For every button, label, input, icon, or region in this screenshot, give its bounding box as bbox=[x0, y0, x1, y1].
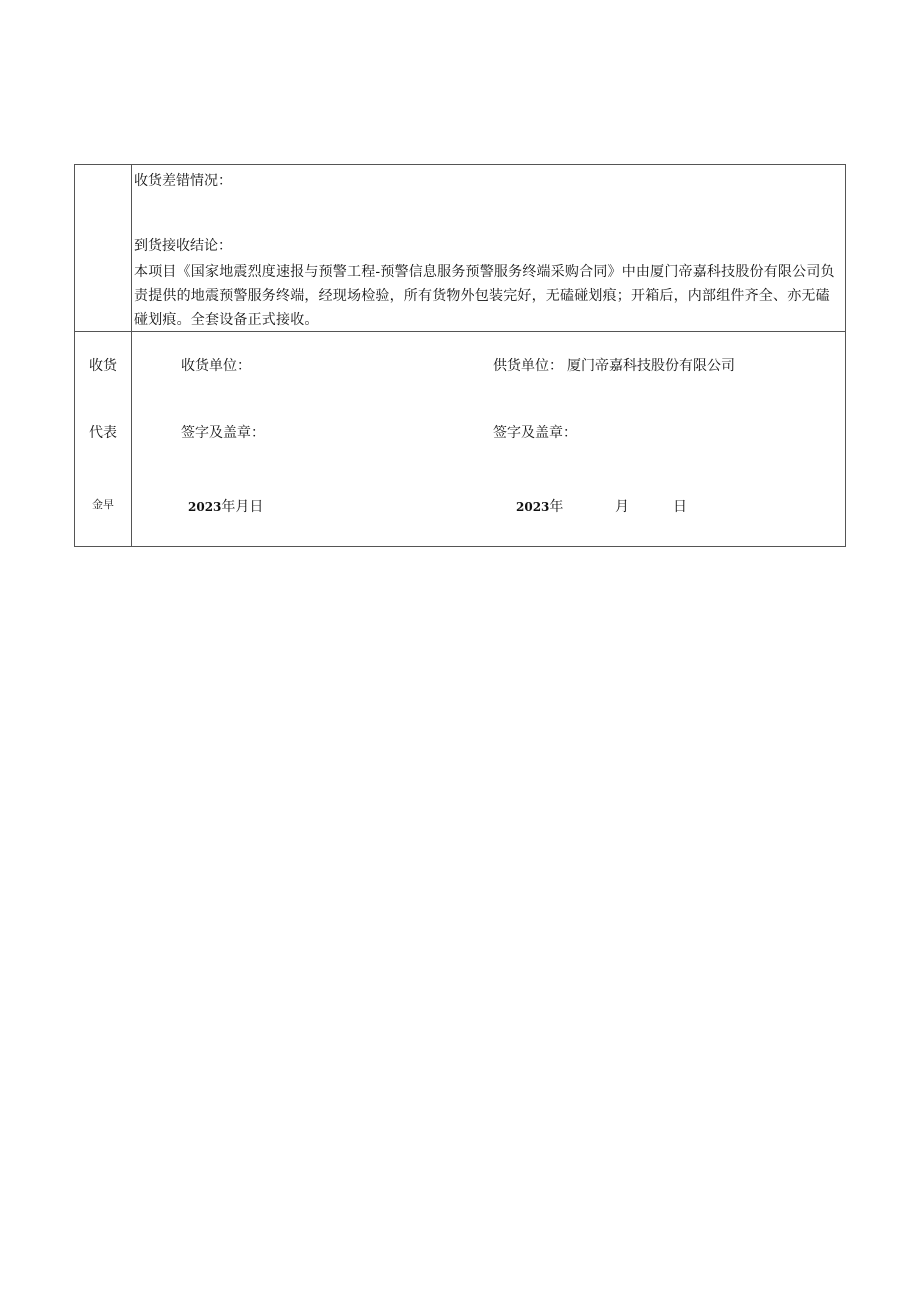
supplier-date-day: 日 bbox=[673, 499, 687, 515]
supplier-date-year: 2023 bbox=[516, 500, 550, 514]
receiver-sign-label: 签字及盖章： bbox=[181, 425, 265, 441]
supplier-date-month: 月 bbox=[615, 499, 629, 515]
conclusion-label: 到货接收结论： bbox=[134, 238, 232, 254]
receiver-date bbox=[188, 497, 263, 517]
receiver-date-rest: 年月日 bbox=[221, 499, 264, 515]
supplier-date-year-group bbox=[516, 497, 563, 517]
receiver-date-year: 2023 bbox=[188, 500, 222, 514]
side-label-sign: 金早 bbox=[92, 498, 114, 511]
discrepancy-label: 收货差错情况： bbox=[134, 173, 232, 189]
side-label-representative: 代表 bbox=[89, 425, 117, 441]
inspection-row bbox=[75, 165, 845, 332]
signature-row bbox=[75, 332, 845, 546]
supplier-unit-name: 厦门帝嘉科技股份有限公司 bbox=[567, 358, 735, 374]
conclusion-text: 本项目《国家地震烈度速报与预警工程-预警信息服务预警服务终端采购合同》中由厦门帝嘉科技股份有限公司负责提供的地震预警服务终端，经现场检验，所有货物外包装完好，无磕碰划痕；开箱后，内部组件齐全、亦无磕碰划痕。全套设备正式接收。 bbox=[134, 264, 835, 328]
side-label-receive: 收货 bbox=[89, 358, 117, 374]
supplier-unit-label: 供货单位： bbox=[493, 358, 563, 374]
supplier-sign-label: 签字及盖章： bbox=[493, 425, 577, 441]
supplier-date-year-suffix: 年 bbox=[549, 499, 564, 515]
acceptance-form-table bbox=[74, 164, 846, 547]
receiver-unit-label: 收货单位： bbox=[181, 358, 251, 374]
